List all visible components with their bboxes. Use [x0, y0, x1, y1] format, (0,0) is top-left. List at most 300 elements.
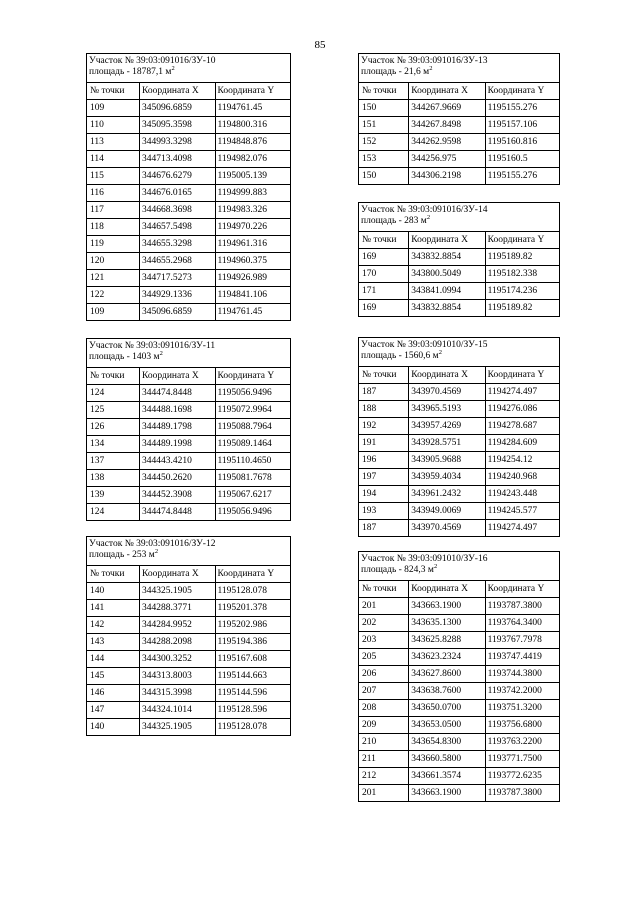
- plot-area: [361, 348, 557, 362]
- table-row: [359, 768, 560, 785]
- table-row: [87, 202, 291, 219]
- table-row: [87, 185, 291, 202]
- coordinate-y: 1195089.1464: [215, 436, 291, 453]
- point-number: 202: [359, 615, 409, 632]
- coordinate-y-header: Координата Y: [485, 367, 559, 384]
- coordinate-x: 344325.1905: [140, 719, 215, 736]
- coordinate-y: 1195155.276: [485, 100, 559, 117]
- table-row: [359, 266, 560, 283]
- page-number: 85: [314, 39, 326, 51]
- coordinate-y-header: Координата Y: [215, 83, 291, 100]
- coordinate-x: 344657.5498: [140, 219, 215, 236]
- table-row: [359, 418, 560, 435]
- coordinate-x: 344443.4210: [140, 453, 215, 470]
- coordinate-y: 1195088.7964: [215, 419, 291, 436]
- coordinate-x: 344717.5273: [140, 270, 215, 287]
- point-number: 197: [359, 469, 409, 486]
- table-row: [359, 384, 560, 401]
- table-row: [359, 100, 560, 117]
- table-row: [87, 668, 291, 685]
- point-number: 209: [359, 717, 409, 734]
- coordinate-y: 1195157.106: [485, 117, 559, 134]
- coordinate-y: 1194274.497: [485, 520, 559, 537]
- point-number-header: № точки: [87, 566, 140, 583]
- coordinate-x: 344325.1905: [140, 583, 215, 600]
- coordinate-x: 343832.8854: [409, 249, 485, 266]
- coordinate-x-header: Координата X: [140, 83, 215, 100]
- point-number: 207: [359, 683, 409, 700]
- plot-area-text: площадь - 21,6 м: [361, 66, 430, 77]
- point-number-header: № точки: [359, 232, 409, 249]
- plot-header: [359, 203, 560, 232]
- plot-area: [361, 64, 557, 78]
- coordinate-x-header: Координата X: [140, 566, 215, 583]
- coordinate-x: 344993.3298: [140, 134, 215, 151]
- point-number: 147: [87, 702, 140, 719]
- point-number: 192: [359, 418, 409, 435]
- point-number: 150: [359, 100, 409, 117]
- coordinate-x: 344452.3908: [140, 487, 215, 504]
- plot-header: [87, 54, 291, 83]
- point-number: 144: [87, 651, 140, 668]
- point-number: 121: [87, 270, 140, 287]
- point-number: 205: [359, 649, 409, 666]
- coordinate-x: 343663.1900: [409, 785, 485, 802]
- coordinate-x: 344306.2198: [409, 168, 485, 185]
- table-row: [87, 134, 291, 151]
- column-header-row: [359, 83, 560, 100]
- plot-area: [361, 562, 557, 576]
- coordinate-y: 1195128.078: [215, 583, 291, 600]
- plot-table: [86, 53, 291, 321]
- plot-area: [89, 64, 288, 78]
- plot-title: Участок № 39:03:091016/ЗУ-12: [89, 539, 216, 549]
- coordinate-y: 1194284.609: [485, 435, 559, 452]
- coordinate-y: 1195155.276: [485, 168, 559, 185]
- coordinate-y: 1194761.45: [215, 100, 291, 117]
- table-row: [359, 615, 560, 632]
- coordinate-x: 344929.1336: [140, 287, 215, 304]
- coordinate-x: 343653.0500: [409, 717, 485, 734]
- coordinate-x: 344324.1014: [140, 702, 215, 719]
- coordinate-y: 1194982.076: [215, 151, 291, 168]
- plot-area-text: площадь - 1560,6 м: [361, 350, 439, 361]
- coordinate-y: 1193772.6235: [485, 768, 559, 785]
- point-number: 194: [359, 486, 409, 503]
- table-row: [359, 503, 560, 520]
- coordinate-x: 345096.6859: [140, 100, 215, 117]
- point-number: 187: [359, 384, 409, 401]
- plot-header: [359, 54, 560, 83]
- table-row: [359, 469, 560, 486]
- coordinate-x: 344676.0165: [140, 185, 215, 202]
- point-number-header: № точки: [359, 367, 409, 384]
- coordinate-x: 344256.975: [409, 151, 485, 168]
- coordinate-x: 344315.3998: [140, 685, 215, 702]
- table-row: [359, 168, 560, 185]
- plot-table: [358, 53, 560, 185]
- point-number: 203: [359, 632, 409, 649]
- coordinate-x: 343660.5800: [409, 751, 485, 768]
- plot-header-row: [359, 203, 560, 232]
- point-number: 142: [87, 617, 140, 634]
- plot-title: Участок № 39:03:091010/ЗУ-16: [361, 554, 488, 564]
- plot-table: [358, 551, 560, 802]
- coordinate-y: 1194254.12: [485, 452, 559, 469]
- point-number: 139: [87, 487, 140, 504]
- coordinate-x: 343970.4569: [409, 384, 485, 401]
- column-header-row: [87, 368, 291, 385]
- coordinate-y-header: Координата Y: [485, 581, 559, 598]
- point-number: 211: [359, 751, 409, 768]
- coordinate-y: 1193787.3800: [485, 598, 559, 615]
- coordinate-x: 344288.3771: [140, 600, 215, 617]
- table-row: [87, 504, 291, 521]
- coordinate-y: 1195128.078: [215, 719, 291, 736]
- point-number: 117: [87, 202, 140, 219]
- coordinate-y: 1195189.82: [485, 249, 559, 266]
- coordinate-y: 1195167.608: [215, 651, 291, 668]
- area-unit-superscript: 2: [154, 547, 159, 555]
- table-row: [359, 598, 560, 615]
- plot-area-text: площадь - 283 м: [361, 215, 427, 226]
- table-row: [359, 717, 560, 734]
- point-number: 196: [359, 452, 409, 469]
- coordinate-y: 1195081.7678: [215, 470, 291, 487]
- coordinate-x: 343627.8600: [409, 666, 485, 683]
- coordinate-x: 344450.2620: [140, 470, 215, 487]
- coordinate-y: 1194278.687: [485, 418, 559, 435]
- plot-header: [359, 552, 560, 581]
- coordinate-x: 343832.8854: [409, 300, 485, 317]
- table-row: [359, 283, 560, 300]
- coordinate-y: 1194274.497: [485, 384, 559, 401]
- coordinate-x: 343638.7600: [409, 683, 485, 700]
- coordinate-x: 344288.2098: [140, 634, 215, 651]
- coordinate-x: 344474.8448: [140, 385, 215, 402]
- coordinate-x: 344313.8003: [140, 668, 215, 685]
- plot-header-row: [87, 54, 291, 83]
- coordinate-y: 1193771.7500: [485, 751, 559, 768]
- table-row: [87, 385, 291, 402]
- point-number: 153: [359, 151, 409, 168]
- table-row: [87, 651, 291, 668]
- table-row: [359, 300, 560, 317]
- coordinate-y: 1195128.596: [215, 702, 291, 719]
- plot-area-text: площадь - 253 м: [89, 549, 155, 560]
- column-header-row: [359, 232, 560, 249]
- point-number: 187: [359, 520, 409, 537]
- coordinate-y: 1194970.226: [215, 219, 291, 236]
- column-header-row: [87, 566, 291, 583]
- point-number: 188: [359, 401, 409, 418]
- point-number: 126: [87, 419, 140, 436]
- table-row: [87, 470, 291, 487]
- point-number: 120: [87, 253, 140, 270]
- coordinate-y: 1193751.3200: [485, 700, 559, 717]
- point-number: 150: [359, 168, 409, 185]
- point-number: 124: [87, 385, 140, 402]
- table-row: [359, 734, 560, 751]
- coordinate-x: 343663.1900: [409, 598, 485, 615]
- coordinate-y-header: Координата Y: [215, 368, 291, 385]
- coordinate-x: 344488.1698: [140, 402, 215, 419]
- coordinate-y: 1193787.3800: [485, 785, 559, 802]
- plot-area-text: площадь - 18787,1 м: [89, 66, 172, 77]
- table-row: [359, 249, 560, 266]
- coordinate-x: 343905.9688: [409, 452, 485, 469]
- coordinate-x: 343661.3574: [409, 768, 485, 785]
- point-number: 151: [359, 117, 409, 134]
- coordinate-y: 1194761.45: [215, 304, 291, 321]
- point-number-header: № точки: [87, 368, 140, 385]
- coordinate-x: 343961.2432: [409, 486, 485, 503]
- table-row: [87, 287, 291, 304]
- table-row: [87, 453, 291, 470]
- column-header-row: [359, 581, 560, 598]
- plot-title: Участок № 39:03:091016/ЗУ-11: [89, 341, 216, 351]
- coordinate-y: 1194999.883: [215, 185, 291, 202]
- coordinate-y: 1194276.086: [485, 401, 559, 418]
- point-number: 137: [87, 453, 140, 470]
- coordinate-y: 1195160.816: [485, 134, 559, 151]
- area-unit-superscript: 2: [171, 64, 175, 72]
- table-row: [359, 117, 560, 134]
- coordinate-y: 1195110.4650: [215, 453, 291, 470]
- point-number: 119: [87, 236, 140, 253]
- plot-table: [358, 202, 560, 317]
- plot-header-row: [87, 339, 291, 368]
- coordinate-x-header: Координата X: [140, 368, 215, 385]
- coordinate-y: 1193747.4419: [485, 649, 559, 666]
- table-row: [87, 685, 291, 702]
- coordinate-y: 1193764.3400: [485, 615, 559, 632]
- point-number: 212: [359, 768, 409, 785]
- table-row: [87, 583, 291, 600]
- table-row: [87, 236, 291, 253]
- coordinate-x: 343650.0700: [409, 700, 485, 717]
- column-header-row: [359, 367, 560, 384]
- coordinate-y: 1193767.7978: [485, 632, 559, 649]
- coordinate-y: 1194841.106: [215, 287, 291, 304]
- point-number: 114: [87, 151, 140, 168]
- point-number: 125: [87, 402, 140, 419]
- coordinate-y-header: Координата Y: [485, 232, 559, 249]
- point-number: 201: [359, 785, 409, 802]
- area-unit-superscript: 2: [159, 349, 163, 357]
- table-row: [87, 117, 291, 134]
- plot-header: [87, 537, 291, 566]
- coordinate-x: 344676.6279: [140, 168, 215, 185]
- point-number: 140: [87, 583, 140, 600]
- coordinate-x: 344655.3298: [140, 236, 215, 253]
- point-number-header: № точки: [359, 83, 409, 100]
- coordinate-x: 344474.8448: [140, 504, 215, 521]
- table-row: [359, 666, 560, 683]
- point-number: 124: [87, 504, 140, 521]
- coordinate-x: 343635.1300: [409, 615, 485, 632]
- plot-title: Участок № 39:03:091016/ЗУ-14: [361, 205, 488, 215]
- coordinate-x: 345096.6859: [140, 304, 215, 321]
- point-number: 208: [359, 700, 409, 717]
- plot-header: [359, 338, 560, 367]
- coordinate-x-header: Координата X: [409, 581, 485, 598]
- coordinate-y: 1193756.6800: [485, 717, 559, 734]
- point-number-header: № точки: [359, 581, 409, 598]
- coordinate-x: 344655.2968: [140, 253, 215, 270]
- point-number: 110: [87, 117, 140, 134]
- point-number: 115: [87, 168, 140, 185]
- plot-title: Участок № 39:03:091010/ЗУ-15: [361, 340, 488, 350]
- coordinate-y: 1195194.386: [215, 634, 291, 651]
- table-row: [359, 134, 560, 151]
- coordinate-x: 344267.8498: [409, 117, 485, 134]
- point-number: 109: [87, 304, 140, 321]
- coordinate-y: 1195005.139: [215, 168, 291, 185]
- point-number: 206: [359, 666, 409, 683]
- point-number: 113: [87, 134, 140, 151]
- plot-header-row: [359, 338, 560, 367]
- table-row: [87, 419, 291, 436]
- point-number: 140: [87, 719, 140, 736]
- table-row: [87, 436, 291, 453]
- coordinate-y: 1194800.316: [215, 117, 291, 134]
- plot-table: [358, 337, 560, 537]
- coordinate-x: 344284.9952: [140, 617, 215, 634]
- coordinate-y: 1195160.5: [485, 151, 559, 168]
- point-number: 122: [87, 287, 140, 304]
- point-number-header: № точки: [87, 83, 140, 100]
- area-unit-superscript: 2: [426, 213, 431, 221]
- table-row: [359, 151, 560, 168]
- table-row: [359, 632, 560, 649]
- coordinate-y: 1195067.6217: [215, 487, 291, 504]
- coordinate-y: 1195072.9964: [215, 402, 291, 419]
- point-number: 169: [359, 300, 409, 317]
- table-row: [359, 683, 560, 700]
- table-row: [359, 486, 560, 503]
- coordinate-x: 343970.4569: [409, 520, 485, 537]
- point-number: 146: [87, 685, 140, 702]
- table-row: [87, 253, 291, 270]
- table-row: [87, 702, 291, 719]
- coordinate-y: 1193744.3800: [485, 666, 559, 683]
- plot-area-text: площадь - 824,3 м: [361, 564, 434, 575]
- coordinate-y: 1195144.596: [215, 685, 291, 702]
- point-number: 152: [359, 134, 409, 151]
- coordinate-x-header: Координата X: [409, 83, 485, 100]
- plot-area-text: площадь - 1403 м: [89, 351, 160, 362]
- coordinate-x: 344300.3252: [140, 651, 215, 668]
- coordinate-x: 344267.9669: [409, 100, 485, 117]
- table-row: [87, 304, 291, 321]
- coordinate-y: 1194240.968: [485, 469, 559, 486]
- table-row: [359, 435, 560, 452]
- plot-header-row: [87, 537, 291, 566]
- coordinate-x-header: Координата X: [409, 232, 485, 249]
- coordinate-y: 1193763.2200: [485, 734, 559, 751]
- table-row: [87, 487, 291, 504]
- coordinate-y: 1194926.989: [215, 270, 291, 287]
- coordinate-y: 1195056.9496: [215, 504, 291, 521]
- coordinate-y: 1194961.316: [215, 236, 291, 253]
- coordinate-x: 343800.5049: [409, 266, 485, 283]
- table-row: [87, 719, 291, 736]
- coordinate-y: 1195174.236: [485, 283, 559, 300]
- coordinate-y-header: Координата Y: [215, 566, 291, 583]
- table-row: [359, 785, 560, 802]
- coordinate-y: 1194245.577: [485, 503, 559, 520]
- coordinate-x: 343625.8288: [409, 632, 485, 649]
- point-number: 171: [359, 283, 409, 300]
- plot-header: [87, 339, 291, 368]
- plot-table: [86, 536, 291, 736]
- coordinate-x: 343841.0994: [409, 283, 485, 300]
- table-row: [87, 270, 291, 287]
- point-number: 169: [359, 249, 409, 266]
- coordinate-y: 1194983.326: [215, 202, 291, 219]
- coordinate-y: 1194243.448: [485, 486, 559, 503]
- coordinate-x: 345095.3598: [140, 117, 215, 134]
- point-number: 116: [87, 185, 140, 202]
- coordinate-y: 1195144.663: [215, 668, 291, 685]
- table-row: [87, 168, 291, 185]
- coordinate-y: 1193742.2000: [485, 683, 559, 700]
- point-number: 210: [359, 734, 409, 751]
- plot-title: Участок № 39:03:091016/ЗУ-10: [89, 56, 216, 66]
- point-number: 138: [87, 470, 140, 487]
- coordinate-y: 1194960.375: [215, 253, 291, 270]
- point-number: 170: [359, 266, 409, 283]
- coordinate-x: 344668.3698: [140, 202, 215, 219]
- point-number: 191: [359, 435, 409, 452]
- coordinate-x: 343957.4269: [409, 418, 485, 435]
- coordinate-y: 1195189.82: [485, 300, 559, 317]
- point-number: 201: [359, 598, 409, 615]
- area-unit-superscript: 2: [429, 64, 433, 72]
- table-row: [359, 751, 560, 768]
- coordinate-x-header: Координата X: [409, 367, 485, 384]
- coordinate-x: 344262.9598: [409, 134, 485, 151]
- table-row: [87, 151, 291, 168]
- coordinate-x: 344713.4098: [140, 151, 215, 168]
- coordinate-x: 344489.1798: [140, 419, 215, 436]
- coordinate-x: 344489.1998: [140, 436, 215, 453]
- table-row: [87, 617, 291, 634]
- table-row: [359, 401, 560, 418]
- coordinate-y: 1195201.378: [215, 600, 291, 617]
- plot-area: [89, 547, 288, 561]
- table-row: [87, 402, 291, 419]
- point-number: 109: [87, 100, 140, 117]
- coordinate-x: 343623.2324: [409, 649, 485, 666]
- plot-area: [89, 349, 288, 363]
- table-row: [87, 100, 291, 117]
- table-row: [359, 520, 560, 537]
- coordinate-x: 343949.0069: [409, 503, 485, 520]
- point-number: 134: [87, 436, 140, 453]
- column-header-row: [87, 83, 291, 100]
- plot-header-row: [359, 54, 560, 83]
- plot-header-row: [359, 552, 560, 581]
- table-row: [87, 219, 291, 236]
- table-row: [87, 634, 291, 651]
- coordinate-y: 1195182.338: [485, 266, 559, 283]
- table-row: [359, 700, 560, 717]
- point-number: 118: [87, 219, 140, 236]
- coordinate-y-header: Координата Y: [485, 83, 559, 100]
- plot-title: Участок № 39:03:091016/ЗУ-13: [361, 56, 488, 66]
